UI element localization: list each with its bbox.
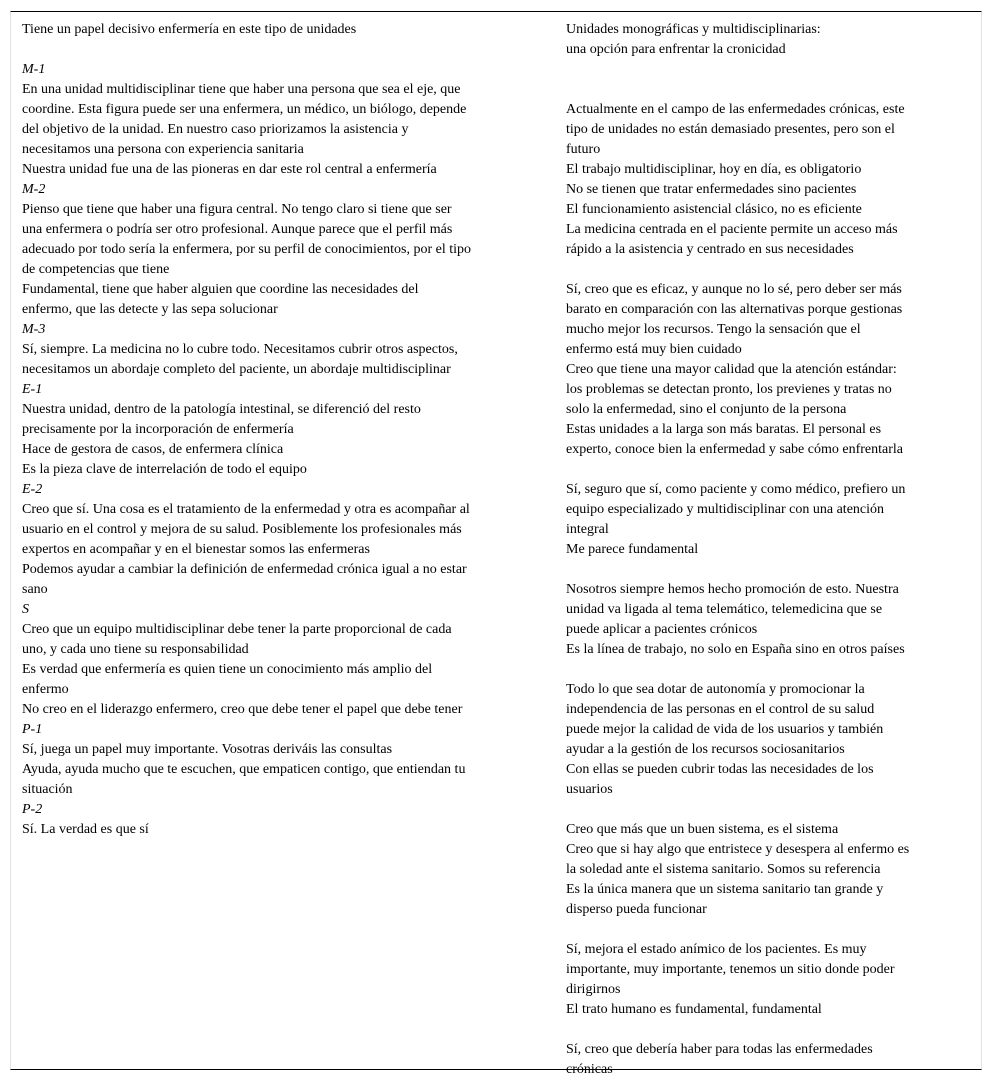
quote-line: Hace de gestora de casos, de enfermera clínica [22,442,284,457]
summary-line: Es la única manera que un sistema sanitario tan grande y [566,882,884,897]
respondent-label: M-1 [22,62,46,77]
left-column [22,20,542,840]
summary-line: Me parece fundamental [566,542,699,557]
quote-line: necesitamos una persona con experiencia sanitaria [22,142,304,157]
blank-line [22,40,542,60]
summary-line: Creo que tiene una mayor calidad que la atención estándar: [566,362,897,377]
summary-line: los problemas se detectan pronto, los previenes y tratas no [566,382,892,397]
summary-line: crónicas [566,1062,613,1077]
quote-line: una enfermera o podría ser otro profesional. Aunque parece que el perfil más [22,222,453,237]
blank-line [566,60,966,80]
summary-line: La medicina centrada en el paciente permite un acceso más [566,222,898,237]
quote-line: sano [22,582,48,597]
blank-line [566,560,966,580]
quote-line: No creo en el liderazgo enfermero, creo que debe tener el papel que debe tener [22,702,463,717]
respondent-label: S [22,602,29,617]
summary-line: No se tienen que tratar enfermedades sino pacientes [566,182,857,197]
respondent-label: P-1 [22,722,43,737]
blank-line [566,660,966,680]
summary-line: equipo especializado y multidisciplinar con una atención [566,502,885,517]
summary-line: Estas unidades a la larga son más baratas. El personal es [566,422,882,437]
summary-line: Sí, creo que debería haber para todas las enfermedades [566,1042,873,1057]
quote-line: Ayuda, ayuda mucho que te escuchen, que empaticen contigo, que entiendan tu [22,762,466,777]
quote-line: Fundamental, tiene que haber alguien que coordine las necesidades del [22,282,419,297]
quote-line: adecuado por todo sería la enfermera, por su perfil de conocimientos, por el tipo [22,242,472,257]
quote-line: Es verdad que enfermería es quien tiene un conocimiento más amplio del [22,662,433,677]
summary-line: dirigirnos [566,982,621,997]
summary-line: independencia de las personas en el control de su salud [566,702,875,717]
summary-line: mucho mejor los recursos. Tengo la sensación que el [566,322,861,337]
summary-line: tipo de unidades no están demasiado presentes, pero son el [566,122,895,137]
blank-line [566,1020,966,1040]
blank-line [566,460,966,480]
blank-line [566,800,966,820]
quote-line: expertos en acompañar y en el bienestar somos las enfermeras [22,542,370,557]
summary-line: El funcionamiento asistencial clásico, no es eficiente [566,202,862,217]
summary-line: una opción para enfrentar la cronicidad [566,42,786,57]
summary-line: Todo lo que sea dotar de autonomía y promocionar la [566,682,865,697]
quote-line: Es la pieza clave de interrelación de todo el equipo [22,462,307,477]
quote-line: coordine. Esta figura puede ser una enfermera, un médico, un biólogo, depende [22,102,467,117]
summary-line: Actualmente en el campo de las enfermedades crónicas, este [566,102,905,117]
summary-line: Nosotros siempre hemos hecho promoción de esto. Nuestra [566,582,899,597]
summary-line: Con ellas se pueden cubrir todas las necesidades de los [566,762,874,777]
respondent-label: M-3 [22,322,46,337]
summary-line: unidad va ligada al tema telemático, telemedicina que se [566,602,883,617]
quote-line: Sí, juega un papel muy importante. Vosotras deriváis las consultas [22,742,393,757]
respondent-label: E-1 [22,382,43,397]
summary-line: integral [566,522,609,537]
blank-line [566,260,966,280]
summary-line: usuarios [566,782,613,797]
quote-line: Sí, siempre. La medicina no lo cubre todo. Necesitamos cubrir otros aspectos, [22,342,458,357]
summary-line: disperso pueda funcionar [566,902,707,917]
summary-line: puede aplicar a pacientes crónicos [566,622,758,637]
quote-line: Nuestra unidad, dentro de la patología intestinal, se diferenció del resto [22,402,421,417]
quote-line: Podemos ayudar a cambiar la definición de enfermedad crónica igual a no estar [22,562,467,577]
respondent-label: E-2 [22,482,43,497]
blank-line [566,80,966,100]
quote-line: enfermo, que las detecte y las sepa solucionar [22,302,278,317]
summary-line: Sí, mejora el estado anímico de los pacientes. Es muy [566,942,867,957]
quote-line: Sí. La verdad es que sí [22,822,149,837]
quote-line: necesitamos un abordaje completo del paciente, un abordaje multidisciplinar [22,362,451,377]
summary-line: importante, muy importante, tenemos un sitio donde poder [566,962,895,977]
quote-line: Nuestra unidad fue una de las pioneras en dar este rol central a enfermería [22,162,437,177]
summary-line: El trabajo multidisciplinar, hoy en día, es obligatorio [566,162,862,177]
summary-line: rápido a la asistencia y centrado en sus necesidades [566,242,854,257]
quote-line: del objetivo de la unidad. En nuestro caso priorizamos la asistencia y [22,122,409,137]
quote-line: situación [22,782,73,797]
summary-line: Creo que si hay algo que entristece y desespera al enfermo es [566,842,910,857]
right-column [566,20,966,1080]
quote-line: Creo que un equipo multidisciplinar debe tener la parte proporcional de cada [22,622,452,637]
summary-line: Sí, seguro que sí, como paciente y como médico, prefiero un [566,482,906,497]
quote-line: enfermo [22,682,69,697]
quote-line: uno, y cada uno tiene su responsabilidad [22,642,249,657]
summary-line: Es la línea de trabajo, no solo en España sino en otros países [566,642,905,657]
quote-line: Pienso que tiene que haber una figura central. No tengo claro si tiene que ser [22,202,452,217]
quote-line: de competencias que tiene [22,262,170,277]
quote-line: usuario en el control y mejora de su salud. Posiblemente los profesionales más [22,522,462,537]
summary-line: barato en comparación con las alternativas porque gestionas [566,302,903,317]
quotes-table [10,11,982,1077]
respondent-label: P-2 [22,802,43,817]
summary-line: solo la enfermedad, sino el conjunto de la persona [566,402,847,417]
summary-line: El trato humano es fundamental, fundamental [566,1002,822,1017]
summary-line: enfermo está muy bien cuidado [566,342,742,357]
summary-line: futuro [566,142,601,157]
summary-line: Unidades monográficas y multidisciplinarias: [566,22,821,37]
summary-line: puede mejor la calidad de vida de los usuarios y también [566,722,884,737]
summary-line: la soledad ante el sistema sanitario. Somos su referencia [566,862,881,877]
quote-line: Tiene un papel decisivo enfermería en este tipo de unidades [22,22,357,37]
blank-line [566,920,966,940]
summary-line: Sí, creo que es eficaz, y aunque no lo sé, pero deber ser más [566,282,902,297]
summary-line: Creo que más que un buen sistema, es el sistema [566,822,839,837]
quote-line: En una unidad multidisciplinar tiene que haber una persona que sea el eje, que [22,82,461,97]
quote-line: Creo que sí. Una cosa es el tratamiento de la enfermedad y otra es acompañar al [22,502,470,517]
summary-line: ayudar a la gestión de los recursos sociosanitarios [566,742,845,757]
quote-line: precisamente por la incorporación de enfermería [22,422,294,437]
summary-line: experto, conoce bien la enfermedad y sabe cómo enfrentarla [566,442,903,457]
respondent-label: M-2 [22,182,46,197]
